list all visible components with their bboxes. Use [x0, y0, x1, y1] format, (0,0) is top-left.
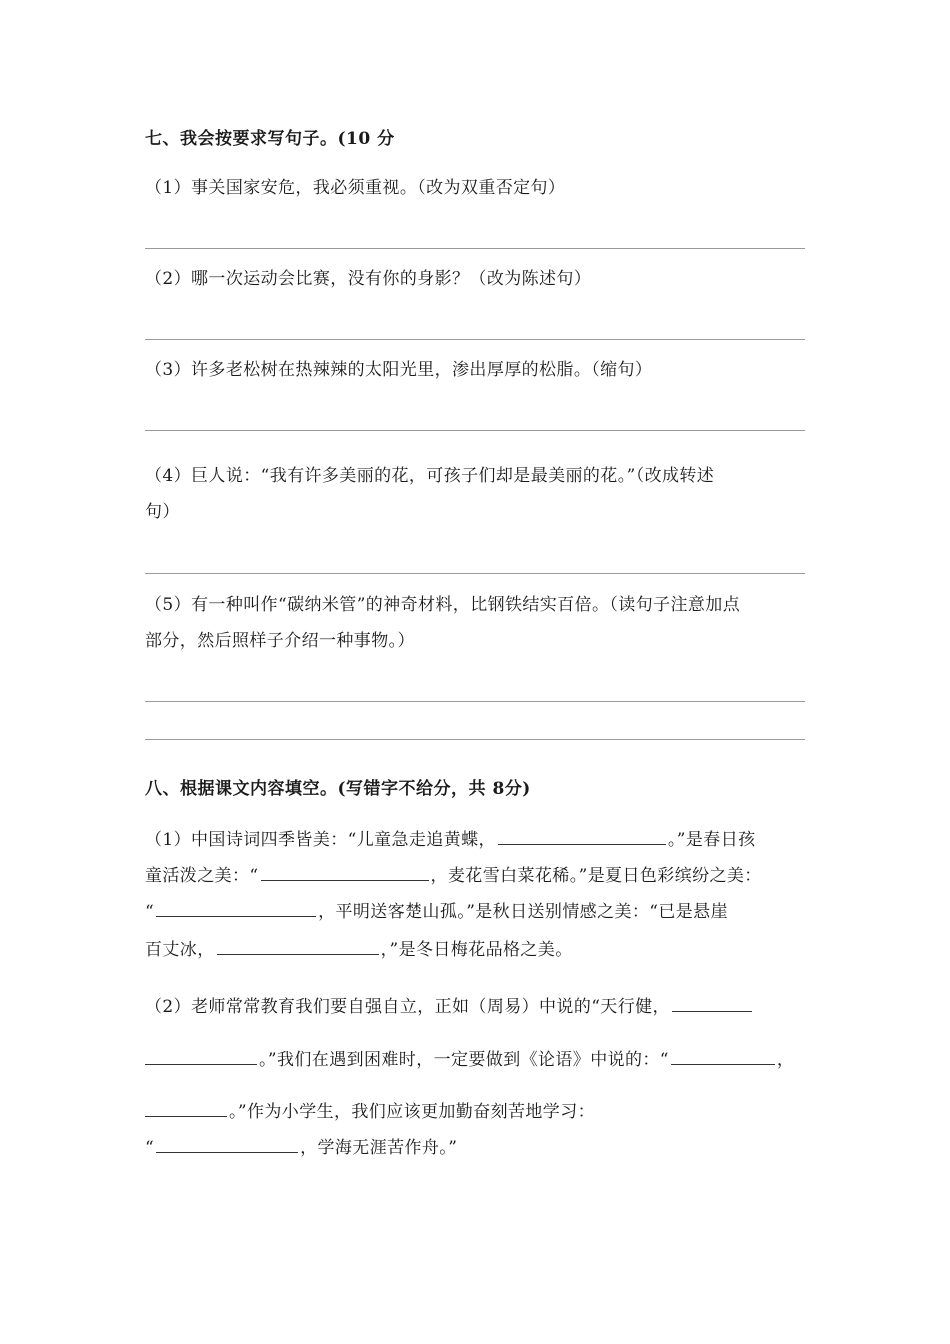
question-8-1-line1	[145, 828, 756, 851]
question-8-1-line2	[145, 864, 762, 887]
question-8-2-text: 。”作为小学生，我们应该更加勤奋刻苦地学习：	[229, 1102, 595, 1122]
question-8-2-text: “	[145, 1138, 155, 1158]
question-8-1-text: “	[145, 902, 155, 922]
question-8-2-line3	[145, 1100, 595, 1123]
fill-blank[interactable]	[217, 938, 379, 955]
answer-line-7-5b[interactable]	[145, 739, 805, 740]
fill-blank[interactable]	[145, 1048, 257, 1065]
question-8-2-text: （2）老师常常教育我们要自强自立，正如（周易）中说的“天行健，	[145, 997, 670, 1017]
fill-blank[interactable]	[156, 900, 316, 917]
question-7-3: （3）许多老松树在热辣辣的太阳光里，渗出厚厚的松脂。（缩句）	[145, 360, 653, 380]
question-8-2-text: 。”我们在遇到困难时，一定要做到《论语》中说的：“	[259, 1050, 669, 1070]
question-8-1-text: ，麦花雪白菜花稀。”是夏日色彩缤纷之美：	[430, 866, 762, 886]
question-8-1-text: ，平明送客楚山孤。”是秋日送别情感之美：“已是悬崖	[318, 902, 728, 922]
question-8-1-text: 百丈冰，	[145, 940, 215, 960]
question-8-1-line3	[145, 900, 728, 923]
section-7-title: 七、我会按要求写句子。(10 分	[145, 129, 395, 149]
answer-line-7-1[interactable]	[145, 248, 805, 249]
answer-line-7-5a[interactable]	[145, 701, 805, 702]
fill-blank[interactable]	[498, 828, 666, 845]
answer-line-7-4[interactable]	[145, 573, 805, 574]
question-8-2-line2	[145, 1048, 794, 1071]
answer-line-7-2[interactable]	[145, 339, 805, 340]
question-8-1-line4	[145, 938, 573, 961]
question-7-1: （1）事关国家安危，我必须重视。（改为双重否定句）	[145, 178, 566, 198]
question-8-2-line4	[145, 1136, 457, 1159]
fill-blank[interactable]	[672, 995, 752, 1012]
question-8-1-text: 。”是春日孩	[667, 830, 756, 850]
question-8-2-line1	[145, 995, 754, 1018]
question-7-4-line1: （4）巨人说：“我有许多美丽的花，可孩子们却是最美丽的花。”（改成转述	[145, 466, 715, 486]
question-8-1-text: 童活泼之美：“	[145, 866, 259, 886]
question-8-1-text: ，”是冬日梅花品格之美。	[380, 940, 573, 960]
fill-blank[interactable]	[261, 864, 429, 881]
question-7-2: （2）哪一次运动会比赛，没有你的身影？（改为陈述句）	[145, 269, 592, 289]
fill-blank[interactable]	[156, 1136, 298, 1153]
question-8-2-text: ，学海无涯苦作舟。”	[300, 1138, 458, 1158]
answer-line-7-3[interactable]	[145, 430, 805, 431]
question-7-4-line2: 句）	[145, 502, 180, 522]
fill-blank[interactable]	[671, 1048, 775, 1065]
question-7-5-line2: 部分，然后照样子介绍一种事物。）	[145, 631, 415, 651]
section-8-title: 八、根据课文内容填空。(写错字不给分，共 8分)	[145, 779, 531, 799]
question-8-2-text: ，	[776, 1050, 795, 1070]
question-8-1-text: （1）中国诗词四季皆美：“儿童急走追黄蝶，	[145, 830, 496, 850]
question-7-5-line1: （5）有一种叫作“碳纳米管”的神奇材料，比钢铁结实百倍。（读句子注意加点	[145, 595, 741, 615]
fill-blank[interactable]	[145, 1100, 227, 1117]
